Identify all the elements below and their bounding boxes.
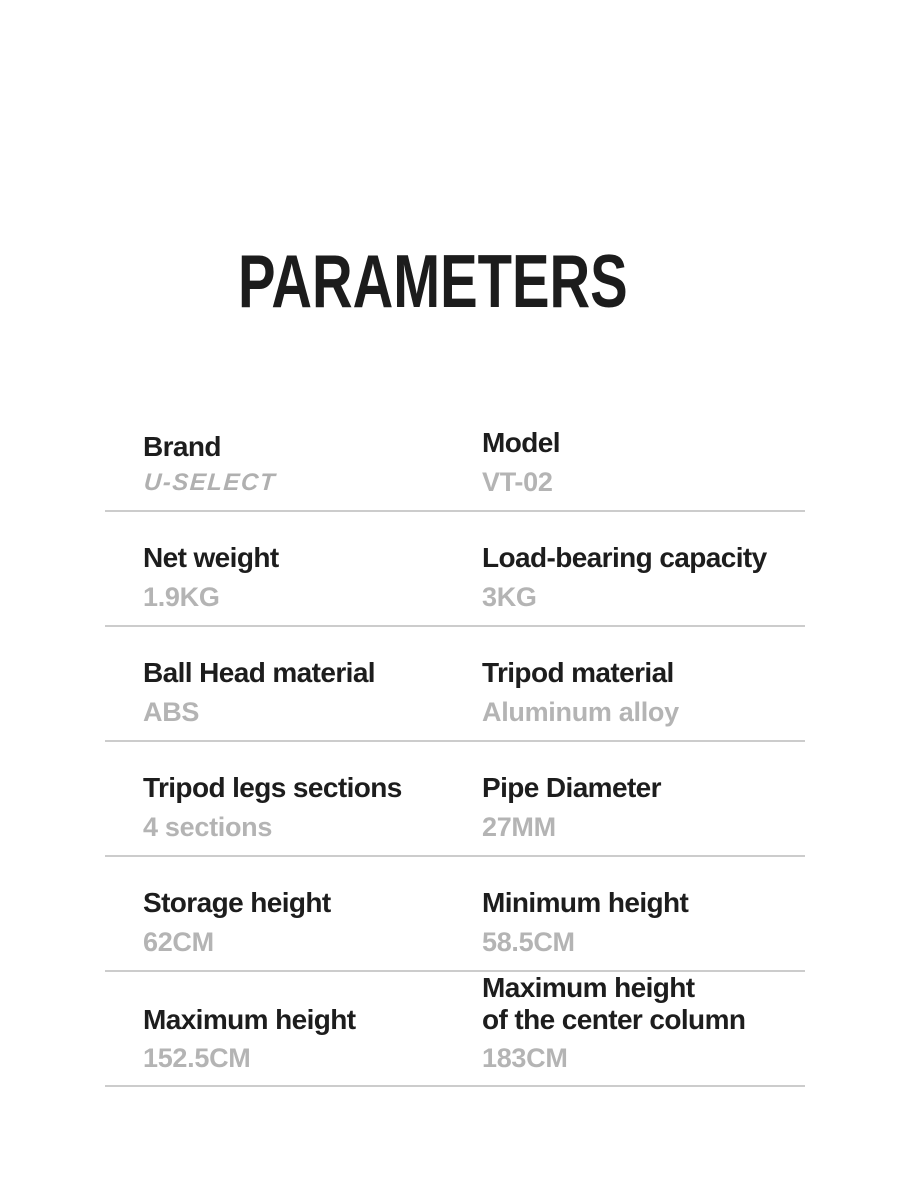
spec-center-column-height [482, 972, 805, 1087]
spec-pipe-diameter-value: 27MM [482, 811, 556, 842]
spec-brand [105, 397, 482, 510]
spec-maximum-height [105, 972, 482, 1087]
spec-ballhead-material-label: Ball Head material [143, 657, 375, 689]
spec-center-column-height-label: Maximum height of the center column [482, 972, 746, 1036]
spec-ballhead-material-value: ABS [143, 696, 200, 727]
spec-load-capacity-value: 3KG [482, 581, 537, 612]
spec-maximum-height-label: Maximum height [143, 1004, 356, 1036]
spec-row-weight-capacity [105, 512, 805, 627]
spec-storage-height [105, 857, 482, 970]
spec-model-value: VT-02 [482, 466, 553, 497]
spec-row-maximum-heights [105, 972, 805, 1087]
spec-load-capacity-label: Load-bearing capacity [482, 542, 767, 574]
spec-net-weight [105, 512, 482, 625]
spec-storage-height-label: Storage height [143, 887, 331, 919]
spec-minimum-height-label: Minimum height [482, 887, 689, 919]
spec-leg-sections-value: 4 sections [143, 811, 273, 842]
spec-row-brand-model [105, 397, 805, 512]
spec-net-weight-value: 1.9KG [143, 581, 220, 612]
spec-pipe-diameter [482, 742, 805, 855]
spec-table [105, 397, 805, 1087]
spec-leg-sections-label: Tripod legs sections [143, 772, 402, 804]
spec-ballhead-material [105, 627, 482, 740]
spec-row-storage-minimum [105, 857, 805, 972]
spec-brand-label: Brand [143, 431, 221, 463]
spec-row-materials [105, 627, 805, 742]
page-title: PARAMETERS [238, 239, 628, 323]
spec-minimum-height [482, 857, 805, 970]
spec-storage-height-value: 62CM [143, 926, 214, 957]
spec-center-column-height-value: 183CM [482, 1043, 568, 1074]
spec-row-sections-diameter [105, 742, 805, 857]
spec-tripod-material [482, 627, 805, 740]
spec-tripod-material-value: Aluminum alloy [482, 696, 679, 727]
spec-pipe-diameter-label: Pipe Diameter [482, 772, 661, 804]
brand-logo: U-SELECT [143, 469, 278, 497]
spec-tripod-material-label: Tripod material [482, 657, 674, 689]
spec-leg-sections [105, 742, 482, 855]
spec-maximum-height-value: 152.5CM [143, 1043, 251, 1074]
spec-minimum-height-value: 58.5CM [482, 926, 575, 957]
spec-model [482, 397, 805, 510]
spec-model-label: Model [482, 427, 560, 459]
spec-load-capacity [482, 512, 805, 625]
spec-net-weight-label: Net weight [143, 542, 279, 574]
